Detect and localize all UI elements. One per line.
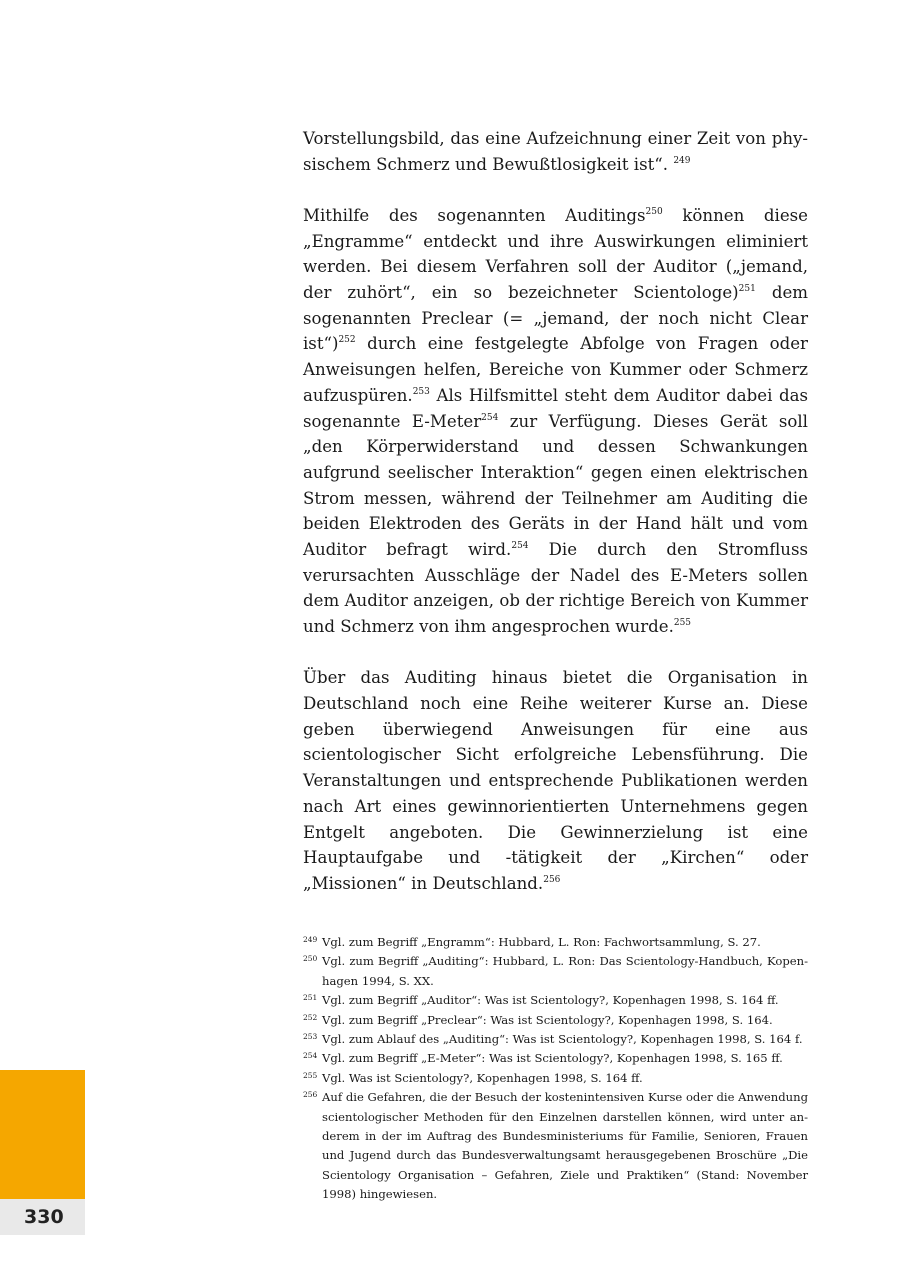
footnote [303,991,808,1010]
footnote [303,1069,808,1088]
footnote-text: Vgl. zum Begriff „Auditor“: Was ist Scientology?, Kopenhagen 1998, S. 164 ff. [322,993,779,1008]
footnote-text: Vgl. zum Begriff „E-Meter“: Was ist Scientology?, Kopenhagen 1998, S. 165 ff. [322,1051,783,1066]
page-number-box [0,1199,85,1235]
footnote-ref[interactable]: 249 [673,155,691,166]
footnote-number: 249 [303,935,318,944]
footnote-ref[interactable]: 255 [673,618,692,629]
page-number: 330 [24,1206,64,1228]
footnote-number: 251 [303,993,318,1003]
footnote-text: Vgl. zum Begriff „Auditing“: Hubbard, L. Ron: Das Scientology-Handbuch, Kopenhagen 1994, S. XX. [322,954,808,988]
footnote-text: Auf die Gefahren, die der Besuch der kostenintensiven Kurse oder die Anwendung scientologischer Methoden für den Einzelnen darstellen können, wird unter anderem in der im Auftrag des Bundesministeriums für Familie, Senioren, Frauen und Jugend durch das Bundesverwaltungsamt herausgegebenen Broschüre „Die Scientology Organisation – Gefahren, Ziele und Praktiken“ (Stand: November 1998) hingewiesen. [322,1090,808,1202]
footnote-ref[interactable]: 254 [481,412,499,423]
paragraph-2: Mithilfe des sogenannten Auditings$^{250}$ können diese „Engramme“ entdeckt und ihre Auswirkungen eliminiert werden. Bei diesem Verfahren soll der Auditor („jemand, der zuhört“, ein so bezeichneter Scientologe)$^{251}$ dem sogenannten Preclear (= „jemand, der noch nicht Clear ist“)$^{252}$ durch eine festgelegte Abfolge von Fragen oder Anweisungen helfen, Bereiche von Kummer oder Schmerz aufzuspüren.$^{253}$ Als Hilfsmittel steht dem Auditor dabei das sogenannte E-Meter$^{254}$ zur Verfügung. Dieses Gerät soll „den Körperwiderstand und dessen Schwankungen aufgrund seelischer Interaktion“ gegen einen elektrischen Strom messen, während der Teilnehmer am Auditing die beiden Elektroden des Geräts in der Hand hält und vom Auditor befragt wird.$^{254}$ Die durch den Stromfluss verursachten Ausschläge der Nadel des E-Meters sollen dem Auditor anzeigen, ob der richtige Bereich von Kummer und Schmerz von ihm angesprochen wurde.$^{255}$ [303,205,809,637]
footnote [303,1011,808,1030]
footnote-text: Vgl. Was ist Scientology?, Kopenhagen 1998, S. 164 ff. [322,1070,643,1085]
footnote-number: 254 [303,1051,318,1061]
footnote-ref[interactable]: 252 [338,335,356,346]
footnote [303,1049,808,1068]
footnote-text: Vgl. zum Begriff „Preclear“: Was ist Scientology?, Kopenhagen 1998, S. 164. [322,1012,773,1027]
footnote-number: 250 [303,954,318,964]
page-tab-accent [0,1070,85,1199]
footnote [303,1088,808,1204]
footnotes [303,933,808,1205]
paragraph-1: Vorstellungsbild, das eine Aufzeichnung einer Zeit von physischem Schmerz und Bewußtlosigkeit ist“. $^{249}$ [303,129,808,174]
footnote [303,1030,808,1049]
footnote-text: Vgl. zum Ablauf des „Auditing“: Was ist Scientology?, Kopenhagen 1998, S. 164 f. [322,1032,803,1047]
footnote-number: 253 [303,1032,318,1042]
footnote-ref[interactable]: 250 [645,206,663,217]
footnote-ref[interactable]: 254 [511,541,529,552]
paragraph-3: Über das Auditing hinaus bietet die Organisation in Deutschland noch eine Reihe weiterer Kurse an. Diese geben überwiegend Anweisungen für eine aus scientologischer Sicht erfolgreiche Lebensführung. Die Veranstaltungen und entsprechende Publikationen werden nach Art eines gewinnorientierten Unternehmens gegen Entgelt angeboten. Die Gewinnerzielung ist eine Hauptaufgabe und -tätigkeit der „Kirchen“ oder „Missionen“ in Deutschland.$^{256}$ [303,668,808,893]
main-text [303,126,808,922]
footnote [303,933,808,952]
footnote-ref[interactable]: 253 [412,386,430,397]
footnote-text: Vgl. zum Begriff „Engramm“: Hubbard, L. Ron: Fachwortsammlung, S. 27. [322,935,761,949]
footnote-ref[interactable]: 256 [543,874,561,885]
footnote [303,952,808,991]
footnote-number: 252 [303,1012,318,1022]
footnote-number: 255 [303,1070,318,1080]
footnote-ref[interactable]: 251 [738,284,756,295]
footnote-number: 256 [303,1090,318,1100]
